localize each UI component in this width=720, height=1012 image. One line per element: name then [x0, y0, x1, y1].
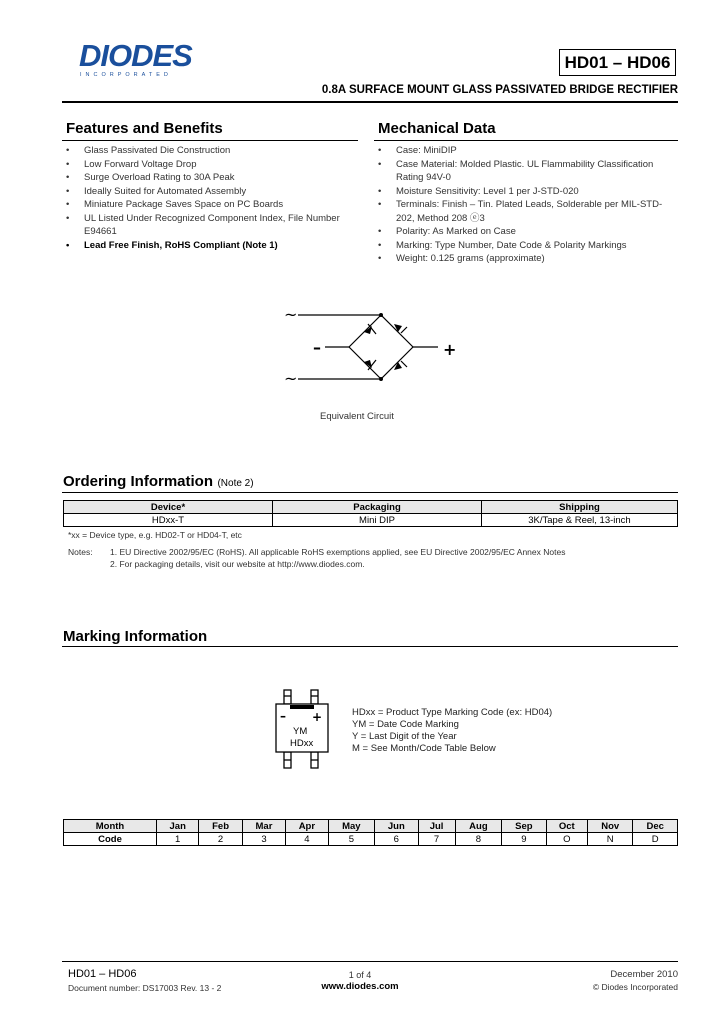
footer-part-range: HD01 – HD06: [68, 968, 137, 980]
month-cell: Apr: [286, 820, 328, 833]
ordering-title-wrap: [63, 473, 254, 491]
features-underline: [62, 140, 358, 141]
month-cell: Dec: [633, 820, 678, 833]
footer-doc-number: Document number: DS17003 Rev. 13 - 2: [68, 983, 222, 993]
month-cell: Jul: [418, 820, 455, 833]
package-marking-diagram: [270, 688, 340, 774]
feature-item: • Surge Overload Rating to 30A Peak: [63, 171, 353, 185]
dc-plus-label: +: [443, 340, 457, 359]
code-cell: D: [633, 833, 678, 846]
marking-legend: [352, 707, 552, 755]
footer-copyright: © Diodes Incorporated: [592, 982, 678, 992]
footer-date: December 2010: [610, 969, 678, 980]
marking-underline: [62, 646, 678, 647]
code-cell: O: [546, 833, 587, 846]
footer-website-link[interactable]: www.diodes.com: [321, 981, 399, 992]
ordering-cell-packaging: Mini DIP: [273, 514, 482, 527]
code-cell: 7: [418, 833, 455, 846]
features-list: [63, 144, 353, 252]
features-title: Features and Benefits: [66, 120, 223, 137]
package-plus-label: +: [312, 710, 323, 724]
ordering-cell-shipping: 3K/Tape & Reel, 13-inch: [482, 514, 678, 527]
marking-title: Marking Information: [63, 628, 208, 645]
month-cell: Feb: [199, 820, 242, 833]
month-cell: May: [328, 820, 375, 833]
package-ym-label: YM: [293, 726, 308, 737]
month-cell: Oct: [546, 820, 587, 833]
marking-legend-line: HDxx = Product Type Marking Code (ex: HD04): [352, 707, 553, 718]
ac-input-top-label: ~: [284, 305, 298, 324]
month-cell: Sep: [502, 820, 546, 833]
month-cell: Jun: [375, 820, 418, 833]
code-cell: 5: [328, 833, 375, 846]
diodes-logo: DIODES: [79, 38, 192, 73]
document-title: 0.8A SURFACE MOUNT GLASS PASSIVATED BRIDGE RECTIFIER: [321, 84, 678, 96]
footer-divider: [62, 961, 678, 962]
feature-item: • UL Listed Under Recognized Component Index, File Number E94661: [63, 212, 353, 239]
ordering-footnote: *xx = Device type, e.g. HD02-T or HD04-T, etc: [68, 530, 242, 540]
month-cell: Jan: [157, 820, 199, 833]
part-range-box: HD01 – HD06: [559, 49, 676, 76]
circuit-caption: Equivalent Circuit: [320, 411, 394, 422]
mechanical-item: • Terminals: Finish – Tin. Plated Leads, Solderable per MIL-STD-202, Method 208 ⓔ3: [375, 198, 675, 225]
mechanical-item: • Polarity: As Marked on Case: [375, 225, 675, 239]
ordering-note-ref: (Note 2): [217, 478, 254, 489]
code-cell: 3: [242, 833, 285, 846]
feature-item: • Miniature Package Saves Space on PC Boards: [63, 198, 353, 212]
marking-legend-line: YM = Date Code Marking: [352, 719, 459, 730]
ordering-header-device: Device*: [64, 501, 273, 514]
code-cell: N: [587, 833, 633, 846]
footer-page: 1 of 4: [348, 970, 372, 980]
mechanical-list: [375, 144, 675, 266]
code-cell: 9: [502, 833, 546, 846]
dc-minus-label: –: [313, 338, 321, 357]
code-cell: 4: [286, 833, 328, 846]
note-2: [110, 559, 365, 569]
marking-legend-line: M = See Month/Code Table Below: [352, 743, 496, 754]
feature-item: • Glass Passivated Die Construction: [63, 144, 353, 158]
mechanical-underline: [374, 140, 678, 141]
month-cell: Mar: [242, 820, 285, 833]
mechanical-item: • Moisture Sensitivity: Level 1 per J-STD-020: [375, 185, 675, 199]
diodes-logo-sub: INCORPORATED: [80, 72, 172, 78]
ordering-header-shipping: Shipping: [482, 501, 678, 514]
code-cell: 6: [375, 833, 418, 846]
mechanical-item: • Marking: Type Number, Date Code & Polarity Markings: [375, 239, 675, 253]
code-header: Code: [64, 833, 157, 846]
notes-label: Notes:: [68, 547, 93, 557]
mechanical-item: • Case Material: Molded Plastic. UL Flammability Classification Rating 94V-0: [375, 158, 675, 185]
equivalent-circuit-diagram: [280, 295, 460, 395]
code-cell: 2: [199, 833, 242, 846]
code-cell: 1: [157, 833, 199, 846]
ordering-cell-device: HDxx-T: [64, 514, 273, 527]
mechanical-title: Mechanical Data: [378, 120, 496, 137]
package-hdxx-label: HDxx: [290, 738, 314, 749]
month-cell: Nov: [587, 820, 633, 833]
feature-item: • Low Forward Voltage Drop: [63, 158, 353, 172]
header-divider: [62, 101, 678, 103]
ac-input-bottom-label: ~: [284, 369, 298, 388]
feature-item-bold: • Lead Free Finish, RoHS Compliant (Note 1): [63, 239, 353, 253]
marking-legend-line: Y = Last Digit of the Year: [352, 731, 457, 742]
package-minus-label: –: [280, 709, 286, 723]
ordering-title: Ordering Information: [63, 473, 213, 490]
ordering-underline: [62, 492, 678, 493]
ordering-table: [63, 500, 678, 527]
code-cell: 8: [455, 833, 502, 846]
month-cell: Aug: [455, 820, 502, 833]
note-1: 1. EU Directive 2002/95/EC (RoHS). All applicable RoHS exemptions applied, see EU Directive 2002/95/EC Annex Notes: [110, 547, 566, 557]
note-2-text: 2. For packaging details, visit our website at http://www.diodes.com.: [110, 559, 365, 569]
feature-item: • Ideally Suited for Automated Assembly: [63, 185, 353, 199]
month-header: Month: [64, 820, 157, 833]
mechanical-item: • Case: MiniDIP: [375, 144, 675, 158]
ordering-header-packaging: Packaging: [273, 501, 482, 514]
mechanical-item: • Weight: 0.125 grams (approximate): [375, 252, 675, 266]
month-code-table: [63, 819, 678, 846]
